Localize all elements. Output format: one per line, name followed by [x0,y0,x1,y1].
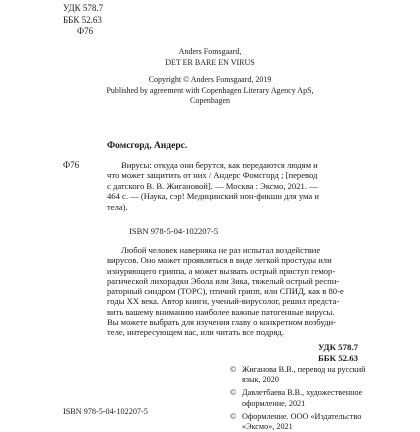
description-line: 464 с. — (Наука, сэр! Медицинский нон-фикшн для ума и [107,191,319,202]
description-line: тела). [107,201,128,212]
abstract-line-segment: годы XX века. Автор книги, ученый-вирусолог, решил предста- [107,296,340,307]
description-line: что может защитить от них / Андерс Фомсгорд ; [перевод [107,170,318,181]
abstract [107,245,344,338]
copyright-entry [230,412,366,432]
abstract-line: Любой человек наверняка не раз испытал воздействие [121,245,321,255]
copyright-line: «Эксмо», 2021 [242,422,293,432]
copyright-line: Давлетбаева В.В., художественное [242,388,363,398]
abstract-line-segment: вить вашему вниманию наиболее важные патогенные вирусы. [107,306,335,317]
udk-code: УДК 578.7 [63,3,104,13]
bbk-code: ББК 52.63 [63,14,102,25]
original-copyright: Copyright © Anders Fomsgaard, 2019 [148,75,272,84]
classification-codes-right [318,342,358,363]
author-heading: Фомсгорд, Андерс. [107,141,188,151]
copyright-block [230,365,366,432]
copyright-line: Жиганова В.В., перевод на русский [242,365,366,374]
copyright-symbol: © [230,388,237,398]
abstract-line-segment: раторный синдром (ТОРС), птичий грипп, или СПИД, как в 80-е [107,286,344,297]
copyright-entry [230,365,366,385]
classification-codes [63,3,103,38]
copyright-line: оформление, 2021 [242,398,306,408]
copyright-line: язык, 2020 [242,375,279,385]
bbk-code-right: ББК 52.63 [317,352,358,363]
published-line-1: Published by agreement with Copenhagen Literary Agency ApS, [106,85,314,95]
original-edition-info [0,47,420,107]
copyright-symbol: © [230,411,237,421]
copyright-entry [230,388,366,408]
udk-code-right: УДК 578.7 [317,342,358,352]
abstract-line-segment: Вы можете выбрать для изучения главу о конкретном возбуди- [107,317,336,328]
abstract-line [107,296,344,317]
isbn: ISBN 978-5-04-102207-5 [129,226,219,236]
cutter-code: Ф76 [77,26,94,36]
published-line-2: Copenhagen [190,96,230,105]
isbn-bottom: ISBN 978-5-04-102207-5 [63,407,148,416]
record-cutter: Ф76 [63,160,80,170]
description-line: Вирусы: откуда они берутся, как передаются людям и [121,160,318,170]
bibliographic-description [107,160,319,212]
abstract-line: вирусов. Оно может проявляться в виде легкой простуды или [107,255,332,266]
abstract-line-segment: изнуряющего гриппа, а может вызвать острый приступ гемор- [107,265,336,276]
description-line: с датского В. В. Жигановой]. — Москва : Эксмо, 2021. — [107,180,318,191]
original-author: Anders Fomsgaard, [178,47,242,56]
copyright-symbol: © [230,365,237,374]
abstract-line-segment: рагической лихорадки Эбола или Зика, тяжелый острый респи- [107,275,340,286]
copyright-line: Оформление. ООО «Издательство [242,411,362,421]
abstract-line [107,317,344,338]
abstract-line-segment: теле, интересующем вас, или читать все подряд. [107,327,284,338]
abstract-line [107,266,344,297]
original-title: DET ER BARE EN VIRUS [165,57,255,67]
